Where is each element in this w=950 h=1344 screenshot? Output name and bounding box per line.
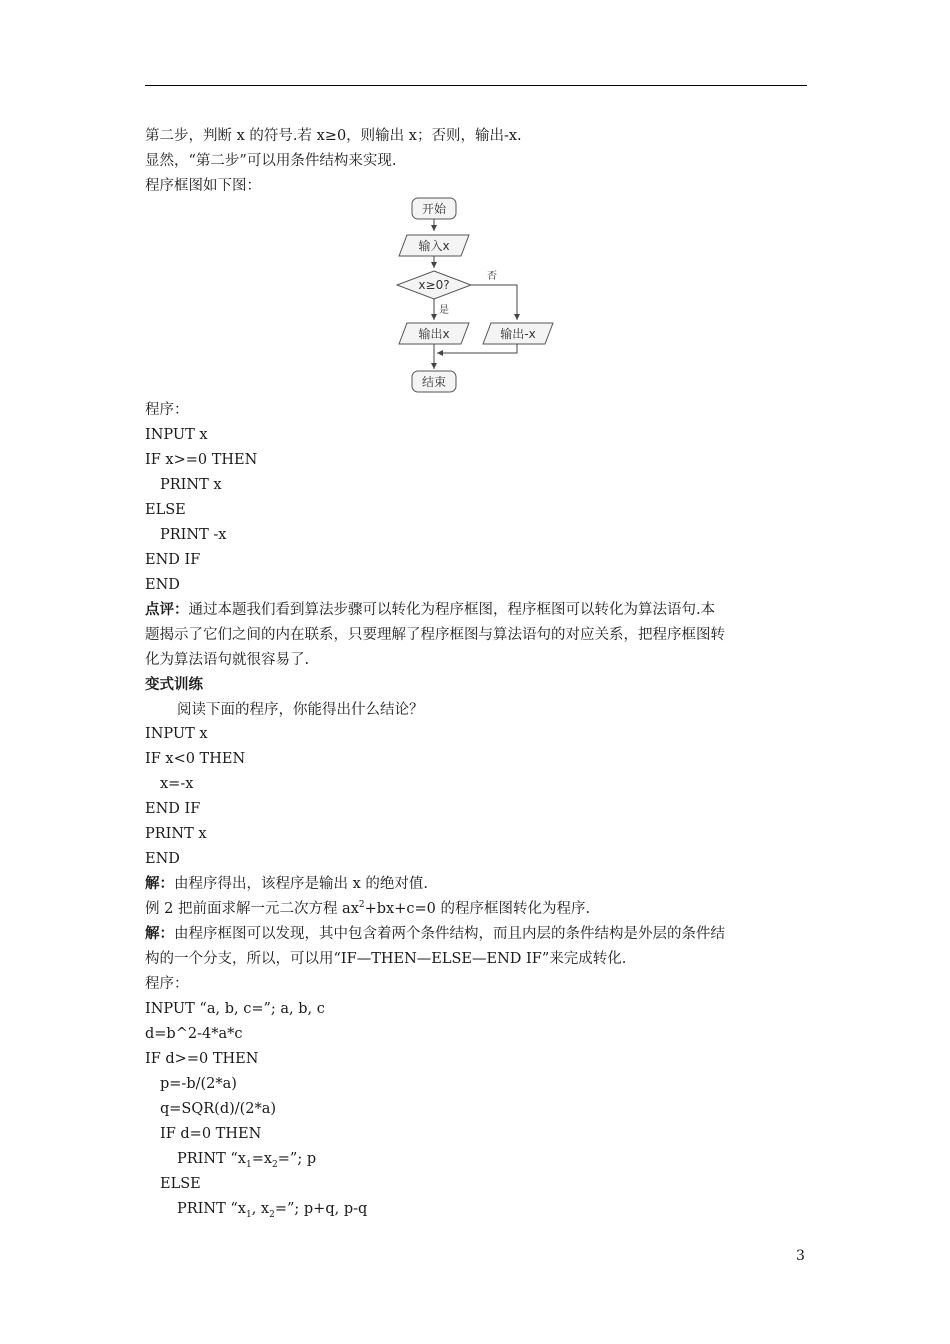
program1-line: PRINT x xyxy=(160,477,222,493)
header-rule xyxy=(145,85,807,86)
variant-line: PRINT x xyxy=(145,826,207,842)
intro-line-3: 程序框图如下图： xyxy=(145,178,261,194)
print2-part: PRINT “x xyxy=(177,1201,246,1217)
print1-part: =x xyxy=(251,1151,273,1167)
program1-label: 程序： xyxy=(145,402,189,418)
print1-sub: 2 xyxy=(272,1159,278,1170)
example2-program-label: 程序： xyxy=(145,976,189,992)
flowchart-end-text: 结束 xyxy=(421,375,447,389)
variant-title: 变式训练 xyxy=(145,676,203,693)
example2-solution-1 xyxy=(145,924,725,944)
flowchart-decision-text: x≥0? xyxy=(418,278,450,292)
flowchart-yes-label: 是 xyxy=(439,305,449,316)
program1-line: PRINT -x xyxy=(160,527,227,543)
variant-line: END IF xyxy=(145,801,201,817)
flowchart-output-no-text: 输出-x xyxy=(500,327,536,341)
example2-sup: 2 xyxy=(358,900,365,911)
solution-label: 解： xyxy=(145,925,174,942)
print2-sub: 2 xyxy=(269,1209,275,1220)
intro-line-2: 显然，“第二步”可以用条件结构来实现. xyxy=(145,153,397,169)
program2-else: ELSE xyxy=(160,1176,201,1192)
flowchart xyxy=(395,195,565,395)
answer-text: 由程序得出，该程序是输出 x 的绝对值. xyxy=(174,876,429,892)
flowchart-input-text: 输入x xyxy=(418,239,450,253)
example2-prefix: 例 2 把前面求解一元二次方程 ax xyxy=(145,901,359,917)
flowchart-output-yes-text: 输出x xyxy=(418,327,450,341)
print1-part: PRINT “x xyxy=(177,1151,246,1167)
variant-prompt: 阅读下面的程序，你能得出什么结论？ xyxy=(177,702,424,718)
example2-solution-2: 构的一个分支，所以，可以用“IF—THEN—ELSE—END IF”来完成转化. xyxy=(145,951,627,967)
answer-label: 解： xyxy=(145,875,174,892)
program2-print-equal xyxy=(177,1149,316,1169)
comment-line-2: 题揭示了它们之间的内在联系，只要理解了程序框图与算法语句的对应关系，把程序框图转 xyxy=(145,627,725,643)
program2-print-roots xyxy=(177,1199,367,1219)
comment-line-3: 化为算法语句就很容易了. xyxy=(145,652,310,668)
program2-line: IF d>=0 THEN xyxy=(145,1051,259,1067)
program2-line: q=SQR(d)/(2*a) xyxy=(160,1101,277,1117)
program1-line: IF x>=0 THEN xyxy=(145,452,258,468)
flowchart-no-label: 否 xyxy=(487,271,497,282)
intro-line-1: 第二步，判断 x 的符号.若 x≥0，则输出 x；否则，输出-x. xyxy=(145,128,522,144)
variant-line: x=-x xyxy=(160,776,194,792)
print2-part: =”; p+q, p-q xyxy=(274,1201,368,1217)
variant-answer xyxy=(145,874,428,894)
flowchart-arrow-merge xyxy=(437,344,517,353)
program2-line: p=-b/(2*a) xyxy=(160,1076,237,1092)
program1-line: ELSE xyxy=(145,502,186,518)
variant-line: IF x<0 THEN xyxy=(145,751,246,767)
program2-line: IF d=0 THEN xyxy=(160,1126,262,1142)
page-number: 3 xyxy=(796,1248,805,1264)
print1-part: =”; p xyxy=(277,1151,317,1167)
variant-line: INPUT x xyxy=(145,726,208,742)
example2-suffix: +bx+c=0 的程序框图转化为程序. xyxy=(364,901,591,917)
print1-sub: 1 xyxy=(245,1159,252,1170)
solution-text: 由程序框图可以发现，其中包含着两个条件结构，而且内层的条件结构是外层的条件结 xyxy=(174,926,725,942)
comment-text: 通过本题我们看到算法步骤可以转化为程序框图，程序框图可以转化为算法语句.本 xyxy=(188,602,716,618)
program2-line: d=b^2-4*a*c xyxy=(145,1026,243,1042)
example2-title xyxy=(145,899,590,919)
program1-line: END xyxy=(145,577,180,593)
flowchart-start-text: 开始 xyxy=(421,202,447,216)
program2-line: INPUT “a, b, c=”; a, b, c xyxy=(145,1001,325,1017)
flowchart-arrow-no xyxy=(471,285,517,320)
comment-line-1 xyxy=(145,600,715,620)
program1-line: INPUT x xyxy=(145,427,208,443)
program1-line: END IF xyxy=(145,552,201,568)
comment-label: 点评： xyxy=(145,601,189,618)
print2-part: , x xyxy=(251,1201,270,1217)
print2-sub: 1 xyxy=(245,1209,252,1220)
variant-line: END xyxy=(145,851,180,867)
